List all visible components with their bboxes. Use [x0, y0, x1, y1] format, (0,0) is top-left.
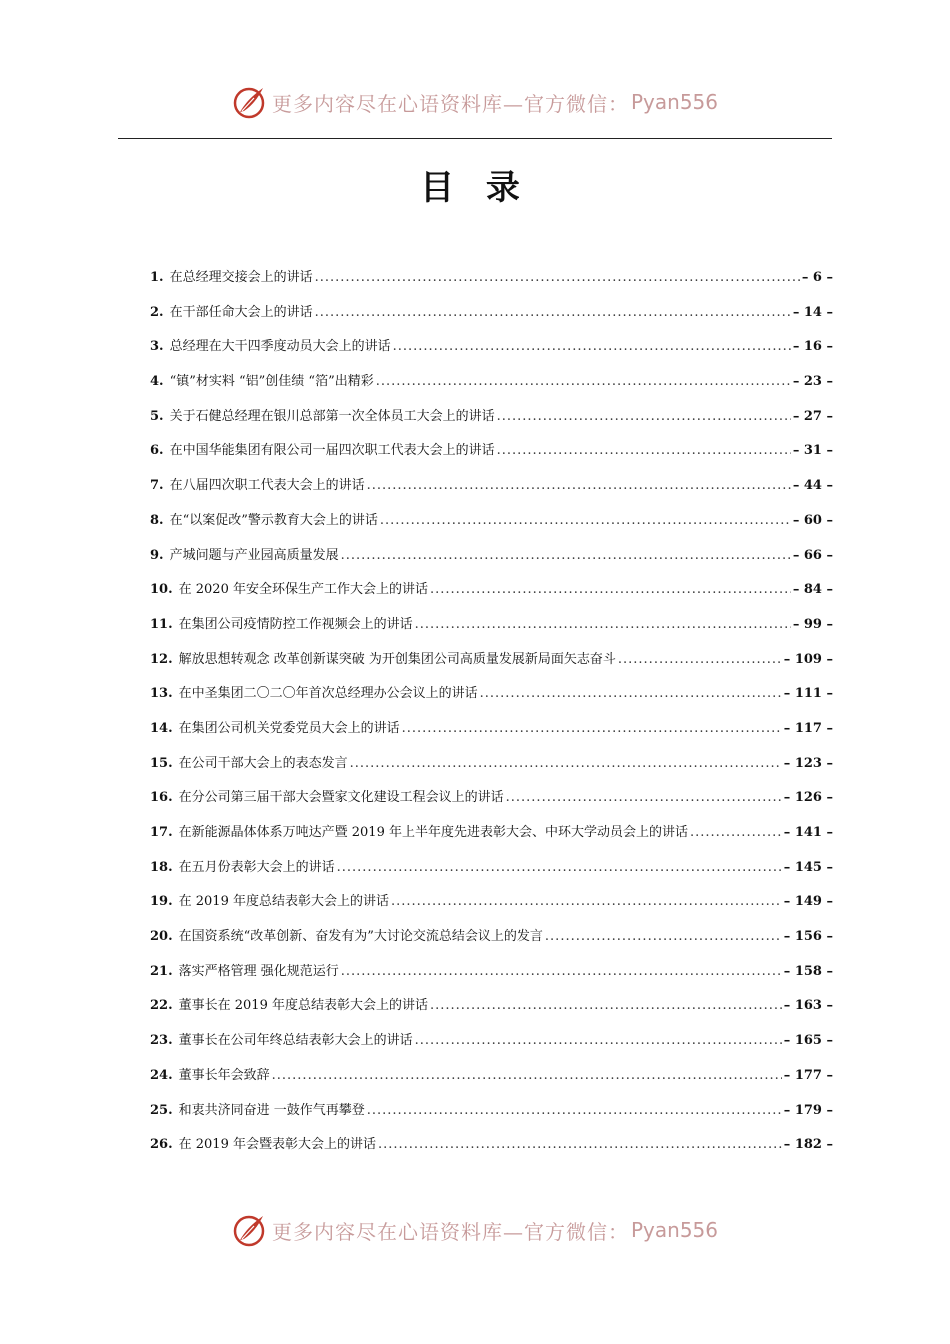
toc-dot-leader — [506, 790, 782, 805]
toc-entry-number: 10. — [150, 582, 173, 598]
watermark-text: 更多内容尽在心语资料库—官方微信： — [271, 1219, 629, 1244]
footer-watermark-banner — [0, 1210, 950, 1250]
toc-entry-page: – 6 – — [801, 270, 833, 285]
toc-entry-number: 2. — [150, 304, 164, 320]
header-watermark-banner — [0, 82, 950, 122]
toc-entry-number: 23. — [150, 1033, 173, 1049]
toc-dot-leader — [315, 270, 800, 285]
toc-entry-title: 在“以案促改”警示教育大会上的讲话 — [169, 512, 378, 528]
toc-entry-page: – 60 – — [792, 512, 833, 528]
toc-entry[interactable] — [150, 370, 833, 405]
toc-entry-title: “镇”材实料 “铝”创佳绩 “箔”出精彩 — [169, 374, 374, 390]
toc-dot-leader — [430, 998, 782, 1013]
toc-entry-page: – 111 – — [783, 686, 833, 702]
toc-entry-number: 9. — [150, 547, 164, 563]
toc-entry-page: – 156 – — [783, 929, 833, 945]
toc-entry-title: 在 2020 年安全环保生产工作大会上的讲话 — [178, 582, 428, 598]
toc-entry-title: 在分公司第三届干部大会暨家文化建设工程会议上的讲话 — [178, 790, 504, 806]
wechat-id: Pyan556 — [630, 1218, 718, 1242]
toc-entry-number: 14. — [150, 720, 173, 736]
toc-entry-title: 董事长在公司年终总结表彰大会上的讲话 — [178, 1033, 413, 1049]
toc-entry[interactable] — [150, 474, 833, 509]
toc-entry-page: – 44 – — [792, 478, 833, 494]
toc-entry-page: – 177 – — [783, 1067, 833, 1083]
toc-entry-title: 在 2019 年会暨表彰大会上的讲话 — [178, 1137, 376, 1153]
toc-entry-title: 解放思想转观念 改革创新谋突破 为开创集团公司高质量发展新局面矢志奋斗 — [178, 651, 616, 667]
toc-dot-leader — [380, 513, 791, 528]
toc-entry-title: 总经理在大干四季度动员大会上的讲话 — [169, 339, 391, 355]
toc-entry-page: – 66 – — [792, 547, 833, 563]
toc-entry[interactable] — [150, 266, 833, 301]
toc-dot-leader — [402, 721, 782, 736]
toc-entry-page: – 165 – — [783, 1033, 833, 1049]
watermark-text: 更多内容尽在心语资料库—官方微信： — [271, 91, 629, 116]
toc-entry-page: – 23 – — [792, 374, 833, 390]
toc-entry-page: – 149 – — [783, 894, 833, 910]
quill-logo-icon — [232, 84, 268, 120]
toc-entry-page: – 123 – — [783, 755, 833, 771]
toc-heading: 目 录 — [420, 168, 530, 208]
toc-dot-leader — [430, 582, 791, 597]
toc-entry-number: 7. — [150, 478, 164, 494]
toc-entry-page: – 182 – — [783, 1137, 833, 1153]
toc-dot-leader — [315, 305, 791, 320]
toc-dot-leader — [690, 825, 782, 840]
toc-entry[interactable] — [150, 960, 833, 995]
toc-dot-leader — [378, 1137, 782, 1152]
toc-entry-page: – 145 – — [783, 859, 833, 875]
toc-entry-title: 在集团公司机关党委党员大会上的讲话 — [178, 720, 400, 736]
toc-entry-number: 18. — [150, 859, 173, 875]
toc-entry-number: 13. — [150, 686, 173, 702]
table-of-contents — [150, 266, 833, 1168]
toc-entry-page: – 126 – — [783, 790, 833, 806]
toc-entry-number: 4. — [150, 374, 164, 390]
toc-entry-title: 在国资系统“改革创新、奋发有为”大讨论交流总结会议上的发言 — [178, 929, 543, 945]
toc-entry-page: – 31 – — [792, 443, 833, 459]
toc-entry[interactable] — [150, 717, 833, 752]
toc-entry[interactable] — [150, 925, 833, 960]
toc-entry[interactable] — [150, 509, 833, 544]
toc-entry-page: – 84 – — [792, 582, 833, 598]
toc-entry-number: 20. — [150, 929, 173, 945]
toc-dot-leader — [391, 894, 782, 909]
toc-entry[interactable] — [150, 682, 833, 717]
toc-entry-title: 董事长在 2019 年度总结表彰大会上的讲话 — [178, 998, 428, 1014]
toc-entry-title: 在 2019 年度总结表彰大会上的讲话 — [178, 894, 389, 910]
toc-entry[interactable] — [150, 613, 833, 648]
toc-entry[interactable] — [150, 1029, 833, 1064]
toc-entry[interactable] — [150, 1099, 833, 1134]
toc-entry-page: – 117 – — [783, 720, 833, 736]
toc-entry-title: 落实严格管理 强化规范运行 — [178, 963, 339, 979]
toc-entry-title: 在公司干部大会上的表态发言 — [178, 755, 348, 771]
toc-entry[interactable] — [150, 890, 833, 925]
toc-dot-leader — [341, 964, 782, 979]
toc-dot-leader — [415, 617, 791, 632]
toc-entry[interactable] — [150, 856, 833, 891]
toc-entry-title: 在中圣集团二〇二〇年首次总经理办公会议上的讲话 — [178, 686, 478, 702]
toc-entry-number: 22. — [150, 998, 173, 1014]
toc-entry-number: 3. — [150, 339, 164, 355]
toc-entry[interactable] — [150, 405, 833, 440]
toc-entry-number: 6. — [150, 443, 164, 459]
toc-entry[interactable] — [150, 1064, 833, 1099]
toc-entry-number: 5. — [150, 408, 164, 424]
toc-dot-leader — [272, 1068, 782, 1083]
toc-entry[interactable] — [150, 752, 833, 787]
toc-dot-leader — [393, 339, 791, 354]
toc-dot-leader — [497, 409, 791, 424]
toc-entry-page: – 14 – — [792, 304, 833, 320]
toc-entry-page: – 141 – — [783, 825, 833, 840]
toc-entry-number: 8. — [150, 512, 164, 528]
toc-entry[interactable] — [150, 439, 833, 474]
toc-entry[interactable] — [150, 994, 833, 1029]
toc-entry-title: 在集团公司疫情防控工作视频会上的讲话 — [178, 616, 413, 632]
wechat-id: Pyan556 — [630, 90, 718, 114]
toc-entry-page: – 16 – — [792, 339, 833, 355]
toc-entry-title: 关于石健总经理在银川总部第一次全体员工大会上的讲话 — [169, 408, 495, 424]
toc-entry-title: 产城问题与产业园高质量发展 — [169, 547, 339, 563]
toc-entry-title: 在新能源晶体体系万吨达产暨 2019 年上半年度先进表彰大会、中环大学动员会上的讲话 — [178, 825, 688, 840]
toc-dot-leader — [367, 478, 791, 493]
toc-entry-number: 1. — [150, 270, 164, 285]
toc-entry-title: 在五月份表彰大会上的讲话 — [178, 859, 335, 875]
toc-dot-leader — [545, 929, 782, 944]
quill-logo-icon — [232, 1212, 268, 1248]
toc-entry[interactable] — [150, 335, 833, 370]
toc-entry-title: 在中国华能集团有限公司一届四次职工代表大会上的讲话 — [169, 443, 495, 459]
toc-entry-page: – 179 – — [783, 1102, 833, 1118]
toc-dot-leader — [480, 686, 782, 701]
toc-entry-number: 11. — [150, 616, 173, 632]
toc-entry-page: – 163 – — [783, 998, 833, 1014]
toc-dot-leader — [497, 443, 791, 458]
toc-entry[interactable] — [150, 821, 833, 856]
toc-entry-page: – 109 – — [783, 651, 833, 667]
toc-entry[interactable] — [150, 648, 833, 683]
toc-entry-page: – 158 – — [783, 963, 833, 979]
toc-entry-title: 在干部任命大会上的讲话 — [169, 304, 313, 320]
toc-entry-title: 和衷共济同奋进 一鼓作气再攀登 — [178, 1102, 365, 1118]
toc-entry-number: 17. — [150, 825, 173, 840]
toc-entry-number: 19. — [150, 894, 173, 910]
toc-entry[interactable] — [150, 301, 833, 336]
toc-entry[interactable] — [150, 544, 833, 579]
toc-entry-number: 24. — [150, 1067, 173, 1083]
toc-entry-number: 21. — [150, 963, 173, 979]
toc-entry[interactable] — [150, 786, 833, 821]
toc-entry-number: 12. — [150, 651, 173, 667]
toc-entry-page: – 27 – — [792, 408, 833, 424]
toc-dot-leader — [415, 1033, 782, 1048]
toc-dot-leader — [618, 652, 782, 667]
toc-entry-title: 在总经理交接会上的讲话 — [169, 270, 313, 285]
toc-entry-number: 15. — [150, 755, 173, 771]
toc-dot-leader — [367, 1103, 782, 1118]
toc-dot-leader — [341, 548, 791, 563]
toc-dot-leader — [337, 860, 782, 875]
toc-entry-number: 26. — [150, 1137, 173, 1153]
header-divider — [118, 138, 832, 139]
toc-entry-title: 在八届四次职工代表大会上的讲话 — [169, 478, 365, 494]
toc-entry[interactable] — [150, 1133, 833, 1168]
toc-dot-leader — [376, 374, 791, 389]
toc-dot-leader — [350, 756, 782, 771]
toc-entry-page: – 99 – — [792, 616, 833, 632]
toc-entry-number: 25. — [150, 1102, 173, 1118]
toc-entry-number: 16. — [150, 790, 173, 806]
toc-entry[interactable] — [150, 578, 833, 613]
toc-entry-title: 董事长年会致辞 — [178, 1067, 270, 1083]
